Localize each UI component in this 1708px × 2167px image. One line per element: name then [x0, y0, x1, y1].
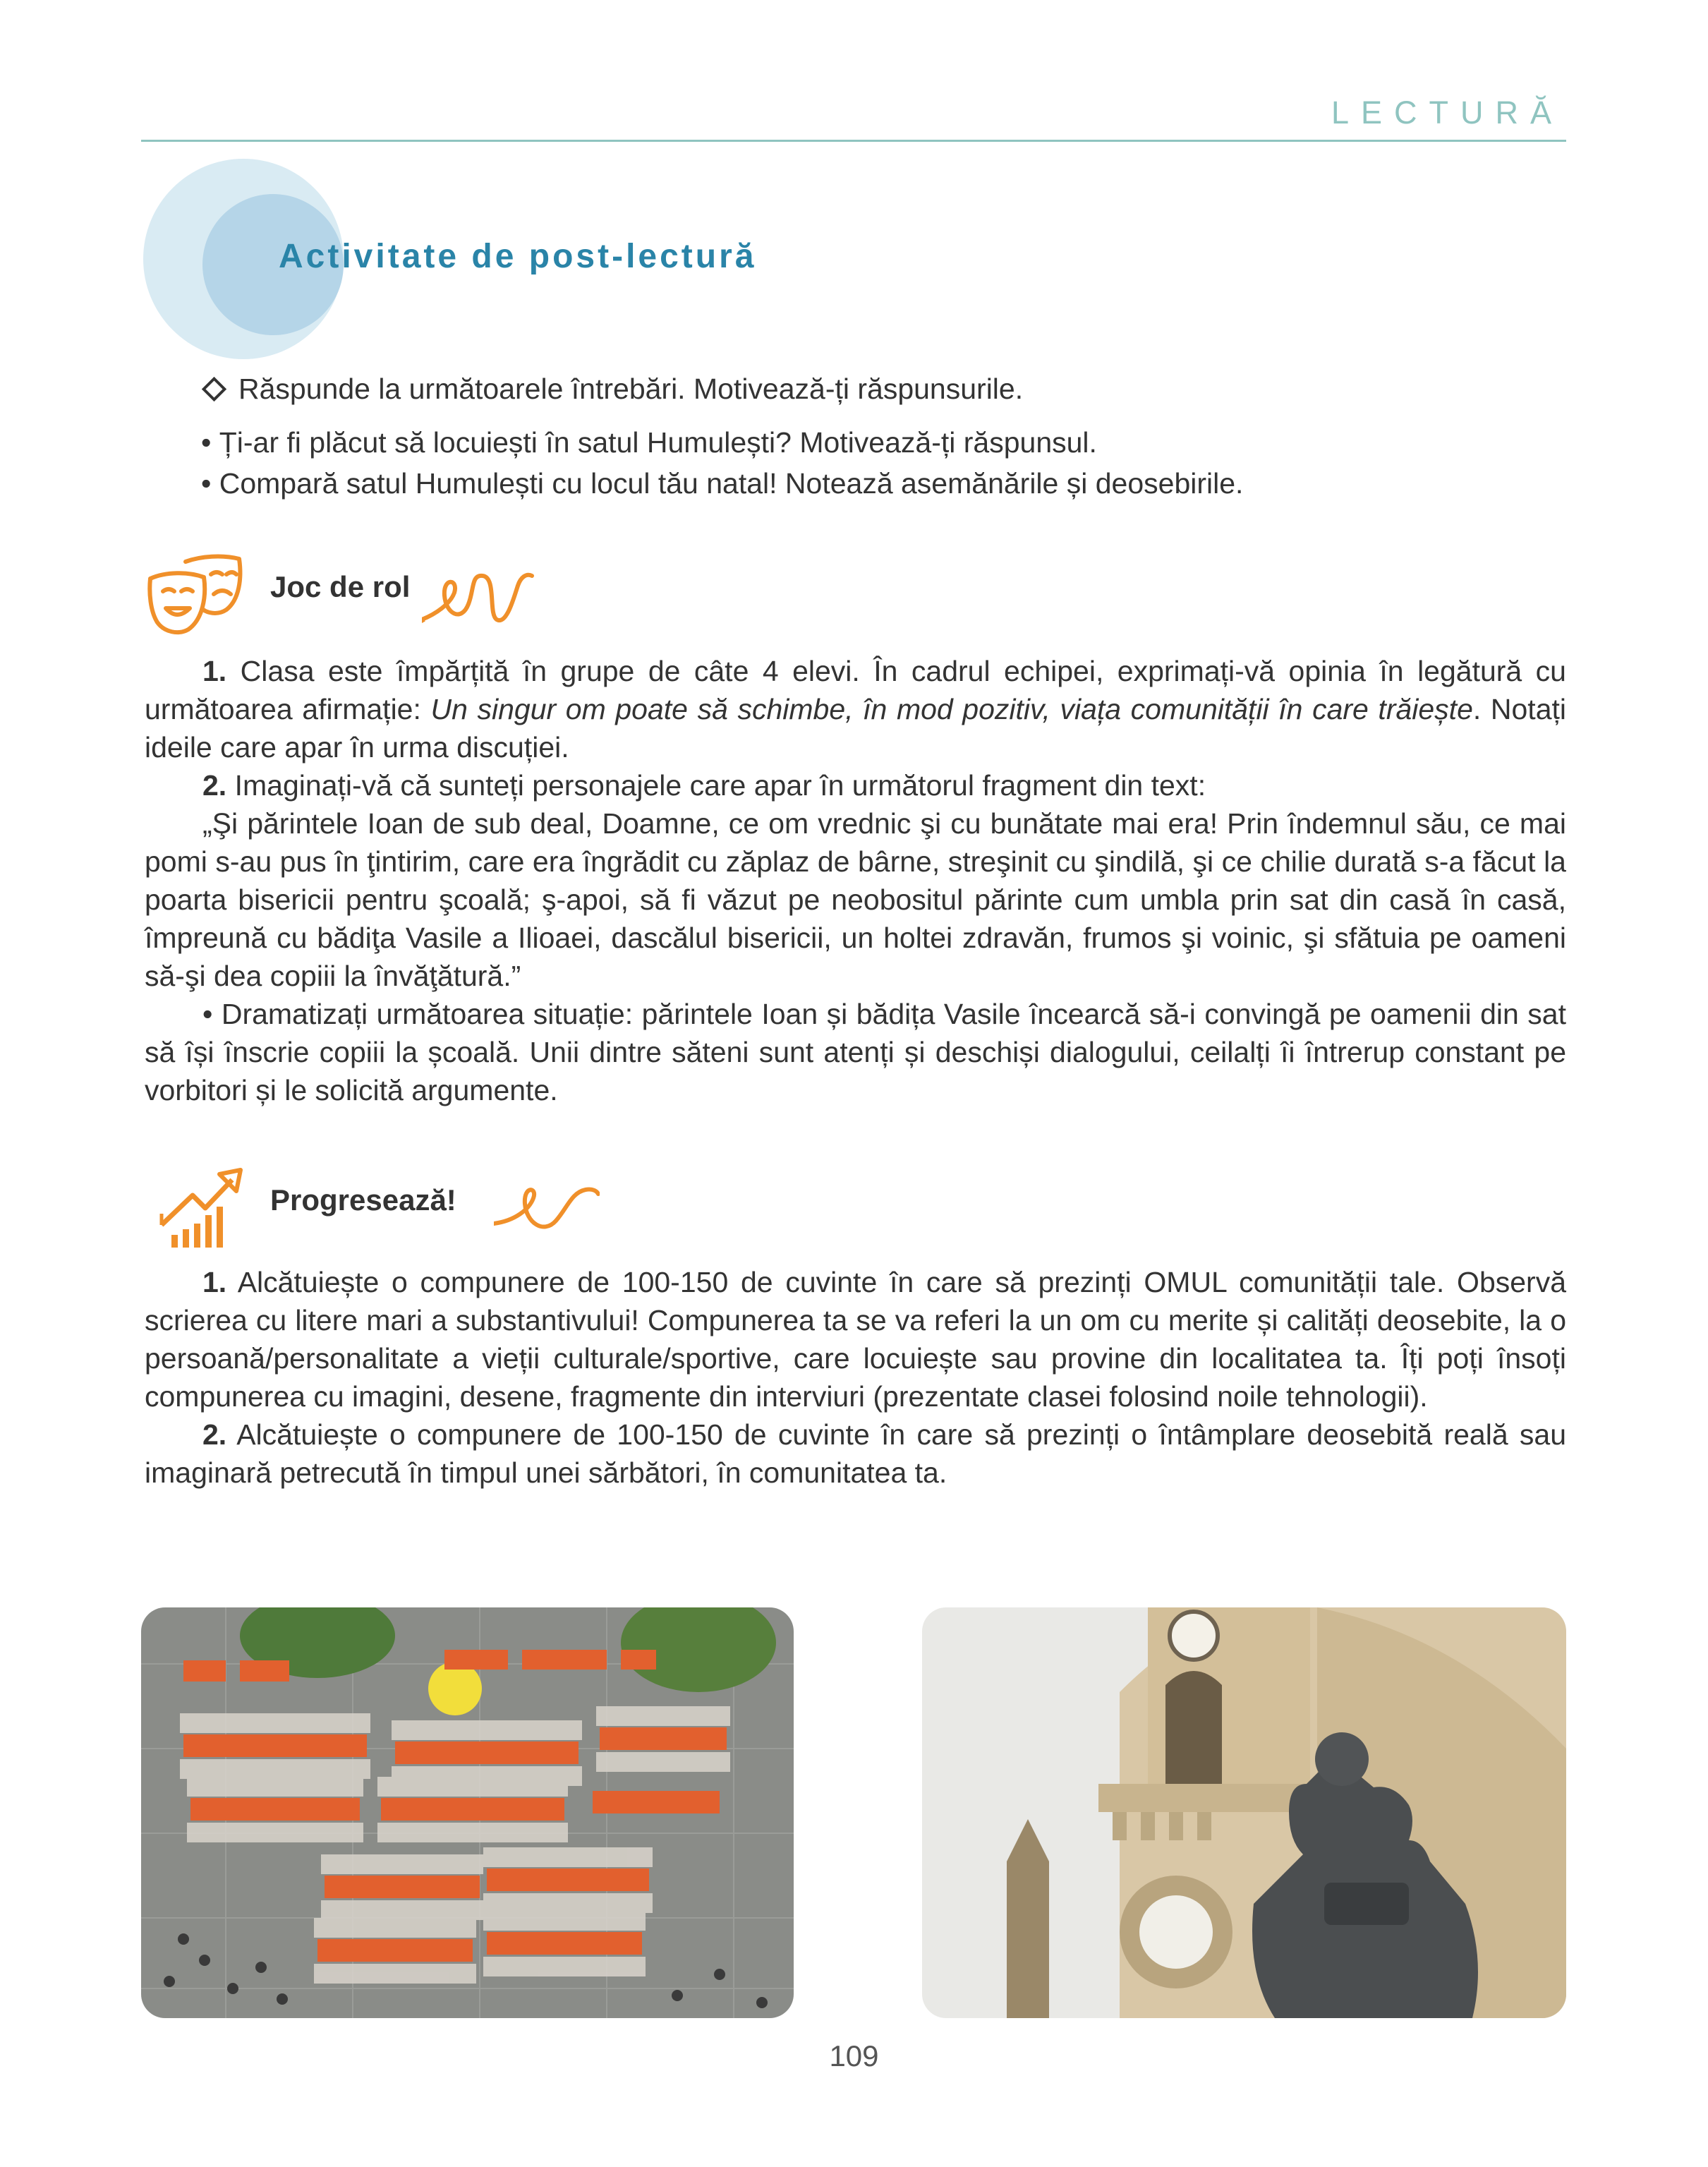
squiggle-decoration-icon — [494, 1178, 600, 1245]
photo-community-celebration — [141, 1607, 794, 2018]
instruction-line — [201, 373, 1023, 406]
header-divider — [141, 140, 1566, 142]
text-fragment: „Şi părintele Ioan de sub deal, Doamne, ce om vrednic şi cu bunătate mai era! Prin îndemnul său, ce mai pomi s-au pus în ţintirim, care era îngrădit cu zăplaz de bârne, streşinit cu şindilă, şi ce chilie durată s-a făcut la poarta bisericii pentru şcoală; ş-apoi, să fi văzut pe neobositul părinte cum umbla prin sat din casă în casă, împreună cu bădiţa Vasile a Ilioaei, dascălul bisericii, un holtei zdravăn, frumos şi voinic, şi sfătuia pe oameni să-şi dea copiii la învăţătură.” — [145, 807, 1566, 992]
section-title: Activitate de post-lectură — [279, 238, 757, 275]
role-play-text — [145, 652, 1566, 1109]
question-1: • Ți-ar fi plăcut să locuiești în satul Humulești? Motivează-ți răspunsul. — [201, 426, 1097, 459]
diamond-bullet-icon — [202, 377, 226, 402]
theater-masks-icon — [145, 550, 250, 646]
question-2: • Compară satul Humulești cu locul tău natal! Notează asemănările și deosebirile. — [201, 467, 1244, 500]
role-play-item-2: 2. Imaginați-vă că sunteți personajele care apar în următorul fragment din text: — [202, 769, 1206, 802]
dramatize-instruction: • Dramatizați următoarea situație: părintele Ioan și bădița Vasile încearcă să-i convingă pe oamenii din sat să își înscrie copiii la școală. Unii dintre săteni sunt atenți și deschiși dialogului, ceilalți îi întrerup constant pe vorbitori și le solicită argumente. — [145, 998, 1566, 1106]
instruction-text: Răspunde la următoarele întrebări. Motivează-ți răspunsurile. — [238, 373, 1024, 405]
role-play-title: Joc de rol — [270, 570, 411, 603]
photo-statue-monument — [922, 1607, 1566, 2018]
role-play-item-1: 1. Clasa este împărțită în grupe de câte 4 elevi. În cadrul echipei, exprimați-vă opinia în legătură cu următoarea afirmație: Un singur om poate să schimbe, în mod pozitiv, viața comunității în care trăiește. Notați ideile care apar în urma discuției. — [145, 655, 1566, 763]
squiggle-decoration-icon — [422, 565, 535, 639]
progress-text — [145, 1263, 1566, 1492]
section-label: LECTURĂ — [1331, 95, 1563, 131]
progress-item-1: 1. Alcătuiește o compunere de 100-150 de cuvinte în care să prezinți OMUL comunității tale. Observă scrierea cu litere mari a substantivului! Compunerea ta se va referi la un om cu merite și calități deosebite, la o persoană/personalitate a vieții culturale/sportive, care locuiește sau provine din localitatea ta. Îți poți însoți compunerea cu imagini, desene, fragmente din interviuri (prezentate clasei folosind noile tehnologii). — [145, 1266, 1567, 1413]
progress-item-2: 2. Alcătuiește o compunere de 100-150 de cuvinte în care să prezinți o întâmplare deosebită reală sau imaginară petrecută în timpul unei sărbători, în comunitatea ta. — [145, 1418, 1566, 1489]
page-number: 109 — [829, 2039, 879, 2072]
progress-title: Progresează! — [270, 1183, 456, 1217]
growth-chart-icon — [159, 1164, 250, 1252]
